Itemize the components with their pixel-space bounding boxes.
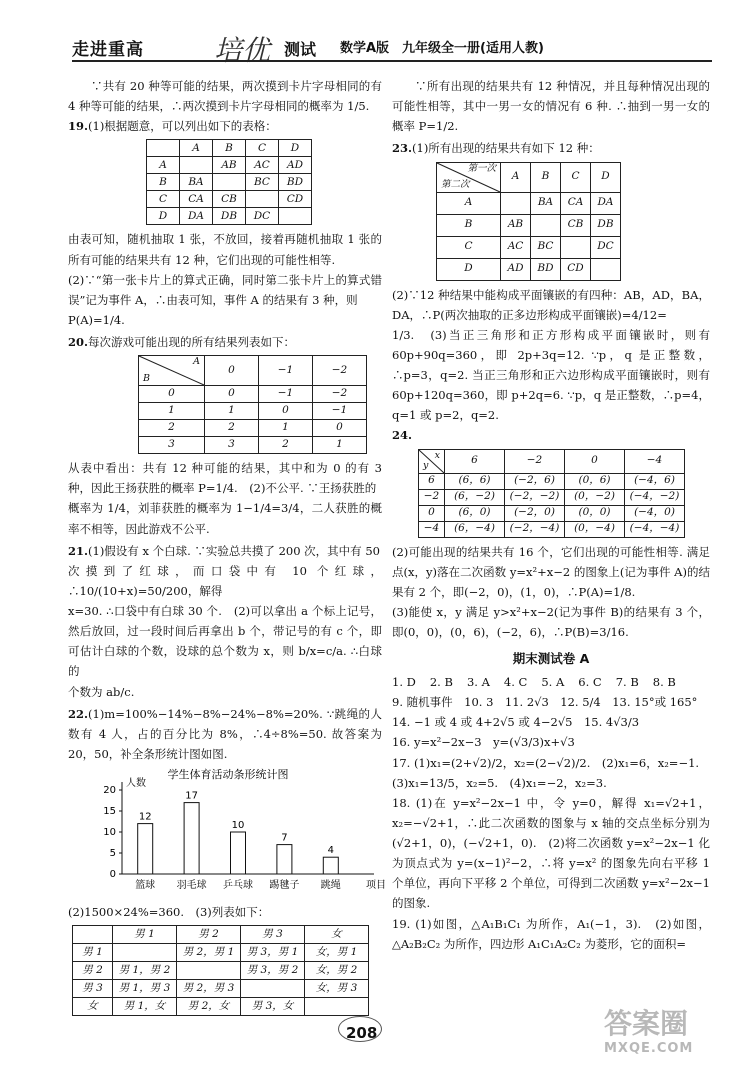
y-tick-label: 15 (103, 806, 116, 817)
table-cell (561, 236, 591, 258)
table-cell: AC (501, 236, 531, 258)
q19-intro: 19.(1)根据题意，可以列出如下的表格： (68, 119, 277, 134)
table-row (139, 356, 367, 386)
table-cell: B (437, 214, 501, 236)
q23-line: 1/3. (3)当正三角形和正方形构成平面镶嵌时，则有 60p+90q=360，即 2p+3q=12. ∵p，q 是正整数，∴p=3，q=2. 当正三角形和正六边形构成平面镶嵌时，则有 60p+120q=360，即 p+2q=6. ∵p，q 是正整数，∴p=4，q=1 或 p=2，q=2. (392, 327, 710, 423)
table-cell: 男 1，男 2 (113, 962, 177, 980)
bar (323, 857, 338, 874)
table-corner-top: A (193, 356, 200, 368)
table-cell: 女，男 1 (305, 944, 369, 962)
table-cell: CB (561, 214, 591, 236)
table-row (437, 214, 621, 236)
book-title: 走进重高 (72, 40, 144, 60)
right-column (392, 76, 710, 954)
table-cell: 6 (445, 449, 505, 473)
table-row (147, 140, 312, 157)
table-cell: 1 (313, 437, 367, 454)
table-corner-top: 第一次 (467, 162, 496, 174)
table-cell: 男 1 (73, 944, 113, 962)
table-cell: 男 2 (73, 962, 113, 980)
table-row (139, 386, 367, 403)
table-row (419, 489, 685, 505)
table-cell: CD (561, 258, 591, 280)
q24-line: (3)能使 x，y 满足 y>x²+x−2(记为事件 B)的结果有 3 个，即(0，0)，(0，6)，(−2，6)，∴P(B)=3/16. (392, 604, 710, 639)
table-cell: B (147, 174, 180, 191)
table-cell: B (531, 162, 561, 192)
q22-table (72, 925, 369, 1016)
x-tick-label: 羽毛球 (176, 880, 207, 891)
table-cell: 0 (565, 449, 625, 473)
table-cell (279, 208, 312, 225)
table-cell: 男 3 (241, 926, 305, 944)
q23-line: (2)∵12 种结果中能构成平面镶嵌的有四种：AB，AD，BA，DA，∴P(两次抽取的正多边形构成平面镶嵌)=4/12= (392, 287, 710, 322)
exam-answers-row: (3)x₁=13/5，x₂=5. (4)x₁=−2，x₂=3. (392, 775, 607, 790)
table-cell: 2 (205, 420, 259, 437)
y-axis-label: 人数 (126, 778, 146, 789)
table-cell: 0 (259, 403, 313, 420)
exam-answer: 1. D (392, 675, 416, 689)
table-cell: (−2，0) (505, 505, 565, 521)
table-cell (180, 157, 213, 174)
table-cell: A (437, 192, 501, 214)
table-cell: 女 (305, 926, 369, 944)
table-cell: 女，男 3 (305, 980, 369, 998)
table-cell (241, 980, 305, 998)
table-row (419, 505, 685, 521)
table-cell: 男 2，男 3 (177, 980, 241, 998)
bar (138, 824, 153, 874)
table-cell: −4 (625, 449, 685, 473)
exam-answer: 6. C (578, 675, 602, 689)
table-cell: −2 (505, 449, 565, 473)
table-cell (213, 174, 246, 191)
table-cell: D (437, 258, 501, 280)
table-cell: DA (180, 208, 213, 225)
table-cell: 男 2 (177, 926, 241, 944)
bar-value-label: 17 (185, 790, 198, 802)
table-cell: AD (279, 157, 312, 174)
bar-value-label: 12 (138, 811, 152, 823)
table-cell: 男 3，男 2 (241, 962, 305, 980)
table-cell (139, 356, 205, 386)
table-cell: BA (180, 174, 213, 191)
bar (277, 845, 292, 874)
table-row (437, 162, 621, 192)
table-cell: (−2，−4) (505, 521, 565, 537)
table-cell: −1 (259, 386, 313, 403)
table-cell: 1 (205, 403, 259, 420)
table-cell: 女 (73, 998, 113, 1016)
bar-value-label: 4 (327, 845, 334, 857)
y-tick-label: 10 (103, 827, 116, 838)
table-cell: DC (246, 208, 279, 225)
table-cell: 0 (205, 356, 259, 386)
table-cell: (0，−2) (565, 489, 625, 505)
chart-title: 学生体育活动条形统计图 (167, 768, 289, 781)
table-cell: C (561, 162, 591, 192)
table-cell: D (147, 208, 180, 225)
table-cell: 男 1 (113, 926, 177, 944)
table-cell: (−4，6) (625, 473, 685, 489)
table-cell (147, 140, 180, 157)
bar-chart-svg (68, 766, 386, 902)
table-cell: −4 (419, 521, 445, 537)
table-cell: 0 (313, 420, 367, 437)
table-cell: C (437, 236, 501, 258)
exam-q18: 18. (1)在 y=x²−2x−1 中，令 y=0，解得 x₁=√2+1，x₂=−√2+1，∴此二次函数的图象与 x 轴的交点坐标分别为(√2+1，0)，(−√2+1，0). (2)将二次函数 y=x²−2x−1 化为顶点式为 y=(x−1)²−2，∴将 y=x² 的图象先向右平移 1 个单位，再向下平移 2 个单位，可得到二次函数 y=x²−2x−1 的图象. (392, 795, 710, 911)
q24-table (418, 449, 685, 538)
table-row (73, 962, 369, 980)
table-cell (419, 449, 445, 473)
q20-intro: 20.每次游戏可能出现的所有结果列表如下： (68, 335, 296, 349)
table-cell (246, 191, 279, 208)
table-cell: 6 (419, 473, 445, 489)
table-cell: 2 (139, 420, 205, 437)
table-cell: D (279, 140, 312, 157)
table-cell: 男 3，女 (241, 998, 305, 1016)
q21-line: x=30. ∴口袋中有白球 30 个. (2)可以拿出 a 个标上记号，然后放回，过一段时间后再拿出 b 个，带记号的有 c 个，即可估计白球的个数，设球的总个数为 x，则 b/x=c/a. ∴白球的 (68, 604, 382, 679)
table-cell: (−2，6) (505, 473, 565, 489)
table-cell: 2 (259, 437, 313, 454)
table-cell: BD (531, 258, 561, 280)
table-cell: (6，−4) (445, 521, 505, 537)
table-cell: 1 (139, 403, 205, 420)
table-row (147, 157, 312, 174)
watermark-small: MXQE.COM (604, 1041, 694, 1056)
table-cell: 男 3 (73, 980, 113, 998)
table-cell: A (501, 162, 531, 192)
q21-line: 个数为 ab/c. (68, 684, 135, 699)
table-cell: (−2，−2) (505, 489, 565, 505)
table-cell: (−4，0) (625, 505, 685, 521)
table-cell: (0，6) (565, 473, 625, 489)
exam-answers-row: 9. 随机事件 10. 3 11. 2√3 12. 5/4 13. 15°或 165° (392, 695, 698, 710)
table-row (147, 191, 312, 208)
table-cell: B (213, 140, 246, 157)
q19-line: P(A)=1/4. (68, 312, 125, 327)
q20-line: 从表中看出：共有 12 种可能的结果，其中和为 0 的有 3 种，因此王扬获胜的概率 P=1/4. (2)不公平. ∵王扬获胜的 (68, 461, 382, 496)
page-header (72, 30, 712, 67)
table-cell: (6，−2) (445, 489, 505, 505)
table-cell: AB (213, 157, 246, 174)
table-row (437, 192, 621, 214)
table-cell: BA (531, 192, 561, 214)
watermark-big: 答案圈 (604, 1007, 689, 1040)
table-row (139, 403, 367, 420)
table-row (437, 258, 621, 280)
table-cell: DA (591, 192, 621, 214)
table-cell: 男 3，男 1 (241, 944, 305, 962)
table-cell: 3 (139, 437, 205, 454)
x-tick-label: 踢毽子 (269, 880, 300, 891)
exam-answer: 3. A (466, 675, 490, 689)
table-cell: A (180, 140, 213, 157)
table-cell: AC (246, 157, 279, 174)
q18-tail: ∵共有 20 种等可能的结果，两次摸到卡片字母相同的有 4 种等可能的结果，∴两次摸到卡片字母相同的概率为 1/5. (68, 79, 382, 114)
q23-table (436, 162, 621, 281)
exam-answers-row: 16. y=x²−2x−3 y=(√3/3)x+√3 (392, 735, 575, 750)
book-test-label: 测试 (284, 40, 317, 59)
page-number: 208 (346, 1024, 378, 1042)
table-cell (437, 162, 501, 192)
table-cell (531, 214, 561, 236)
exam-answers-row (392, 672, 710, 692)
exam-answers-row: 17. (1)x₁=(2+√2)/2，x₂=(2−√2)/2. (2)x₁=6，x₂=−1. (392, 755, 700, 770)
table-cell: BD (279, 174, 312, 191)
table-cell: CD (279, 191, 312, 208)
q20-line: 概率为 1/4，刘菲获胜的概率为 1−1/4=3/4，二人获胜的概率不相等，因此游戏不公平. (68, 501, 382, 536)
book-subtitle: 数学A版 九年级全一册(适用人教) (340, 41, 544, 56)
table-cell (177, 962, 241, 980)
table-cell (73, 926, 113, 944)
q24-line: (2)可能出现的结果共有 16 个，它们出现的可能性相等. 满足点(x，y)落在二次函数 y=x²+x−2 的图象上(记为事件 A)的结果有 2 个，即(−2，0)，(1，0)，∴P(A)=1/8. (392, 544, 710, 599)
table-cell: (6，6) (445, 473, 505, 489)
table-row (147, 174, 312, 191)
q24-num: 24. (392, 428, 413, 443)
table-cell: 0 (419, 505, 445, 521)
table-cell: AB (501, 214, 531, 236)
table-cell: (6，0) (445, 505, 505, 521)
table-cell: 男 2，男 1 (177, 944, 241, 962)
table-row (139, 420, 367, 437)
book-script-mark: 培优 (214, 34, 271, 67)
table-row (73, 944, 369, 962)
table-cell: BC (531, 236, 561, 258)
table-cell: DB (213, 208, 246, 225)
table-cell: BC (246, 174, 279, 191)
q22-tail: ∵所有出现的结果共有 12 种情况，并且每种情况出现的可能性相等，其中一男一女的情况有 6 种. ∴抽到一男一女的概率 P=1/2. (392, 79, 710, 134)
table-row (437, 236, 621, 258)
table-cell: DB (591, 214, 621, 236)
table-cell: (−4，−2) (625, 489, 685, 505)
table-cell: C (147, 191, 180, 208)
table-row (73, 980, 369, 998)
q22-line: 22.(1)m=100%−14%−8%−24%−8%=20%. ∵跳绳的人数有 4 人，占的百分比为 8%，∴4÷8%=50. 故答案为 20，50，补全条形统计图如图. (68, 706, 382, 761)
table-cell: 0 (139, 386, 205, 403)
table-cell: (0，−4) (565, 521, 625, 537)
table-cell: C (246, 140, 279, 157)
q20-table (138, 355, 367, 454)
q19-line: 由表可知，随机抽取 1 张，不放回，接着再随机抽取 1 张的所有可能的结果共有 12 种，它们出现的可能性相等. (68, 232, 382, 267)
table-cell: 女，男 2 (305, 962, 369, 980)
table-row (419, 449, 685, 473)
table-cell (501, 192, 531, 214)
table-cell (113, 944, 177, 962)
table-cell: (0，0) (565, 505, 625, 521)
bar (184, 803, 199, 874)
table-cell: −1 (313, 403, 367, 420)
q21-line: 次摸到了红球，而口袋中有 10 个红球，∴10/(10+x)=50/200，解得 (68, 563, 382, 598)
x-axis-label: 项目 (366, 880, 386, 891)
bar-chart (68, 766, 386, 902)
exam-answers-row: 14. −1 或 4 或 4+2√5 或 4−2√5 15. 4√3/3 (392, 715, 640, 730)
q19-table (146, 139, 312, 225)
header-rule (72, 60, 712, 62)
q21-line: 21.(1)假设有 x 个白球. ∵实验总共摸了 200 次，其中有 50 (68, 543, 380, 558)
table-cell: CA (180, 191, 213, 208)
y-tick-label: 20 (103, 785, 116, 796)
table-cell: 1 (259, 420, 313, 437)
table-corner-top: x (434, 449, 440, 461)
exam-title: 期末测试卷 A (512, 651, 590, 667)
table-row (419, 521, 685, 537)
table-cell (305, 998, 369, 1016)
table-cell: (−4，−4) (625, 521, 685, 537)
table-corner-bottom: 第二次 (441, 179, 470, 191)
table-cell: CA (561, 192, 591, 214)
table-cell: −2 (313, 386, 367, 403)
exam-q19: 19. (1)如图，△A₁B₁C₁ 为所作，A₁(−1，3). (2)如图，△A₂B₂C₂ 为所作，四边形 A₁C₁A₂C₂ 为菱形，它的面积= (392, 916, 710, 951)
table-cell (591, 258, 621, 280)
left-column (68, 76, 386, 1020)
watermark-logo (604, 1007, 744, 1070)
bar-value-label: 7 (281, 832, 288, 844)
table-row (73, 926, 369, 944)
q23-intro: 23.(1)所有出现的结果共有如下 12 种： (392, 141, 600, 156)
table-row (73, 998, 369, 1016)
table-cell: −2 (313, 356, 367, 386)
exam-answer: 8. B (652, 675, 676, 689)
table-cell: CB (213, 191, 246, 208)
x-tick-label: 乒乓球 (223, 880, 253, 891)
x-tick-label: 跳绳 (320, 880, 341, 891)
table-cell: 0 (205, 386, 259, 403)
x-tick-label: 篮球 (135, 880, 156, 891)
table-cell: 男 2，女 (177, 998, 241, 1016)
q22-after-chart: (2)1500×24%=360. (3)列表如下： (68, 905, 270, 919)
bar-value-label: 10 (231, 820, 245, 831)
table-row (139, 437, 367, 454)
table-cell: D (591, 162, 621, 192)
q19-line: (2)∵“第一张卡片上的算式正确，同时第二张卡片上的算式错误”记为事件 A，∴由表可知，事件 A 的结果有 3 种，则 (68, 272, 382, 307)
exam-answer: 7. B (615, 675, 639, 689)
exam-answer: 4. C (503, 675, 528, 689)
exam-answer: 2. B (429, 675, 453, 689)
table-cell: −1 (259, 356, 313, 386)
table-cell: −2 (419, 489, 445, 505)
table-row (419, 473, 685, 489)
table-row (147, 208, 312, 225)
table-cell: 3 (205, 437, 259, 454)
table-cell: 男 1，女 (113, 998, 177, 1016)
table-cell: AD (501, 258, 531, 280)
bar (231, 832, 246, 874)
y-tick-label: 5 (109, 848, 116, 859)
table-cell: DC (591, 236, 621, 258)
y-tick-label: 0 (109, 869, 116, 880)
table-corner-bottom: y (423, 460, 429, 472)
table-cell: A (147, 157, 180, 174)
table-cell: 男 1，男 3 (113, 980, 177, 998)
exam-answer: 5. A (541, 675, 565, 689)
table-corner-bottom: B (143, 372, 150, 384)
